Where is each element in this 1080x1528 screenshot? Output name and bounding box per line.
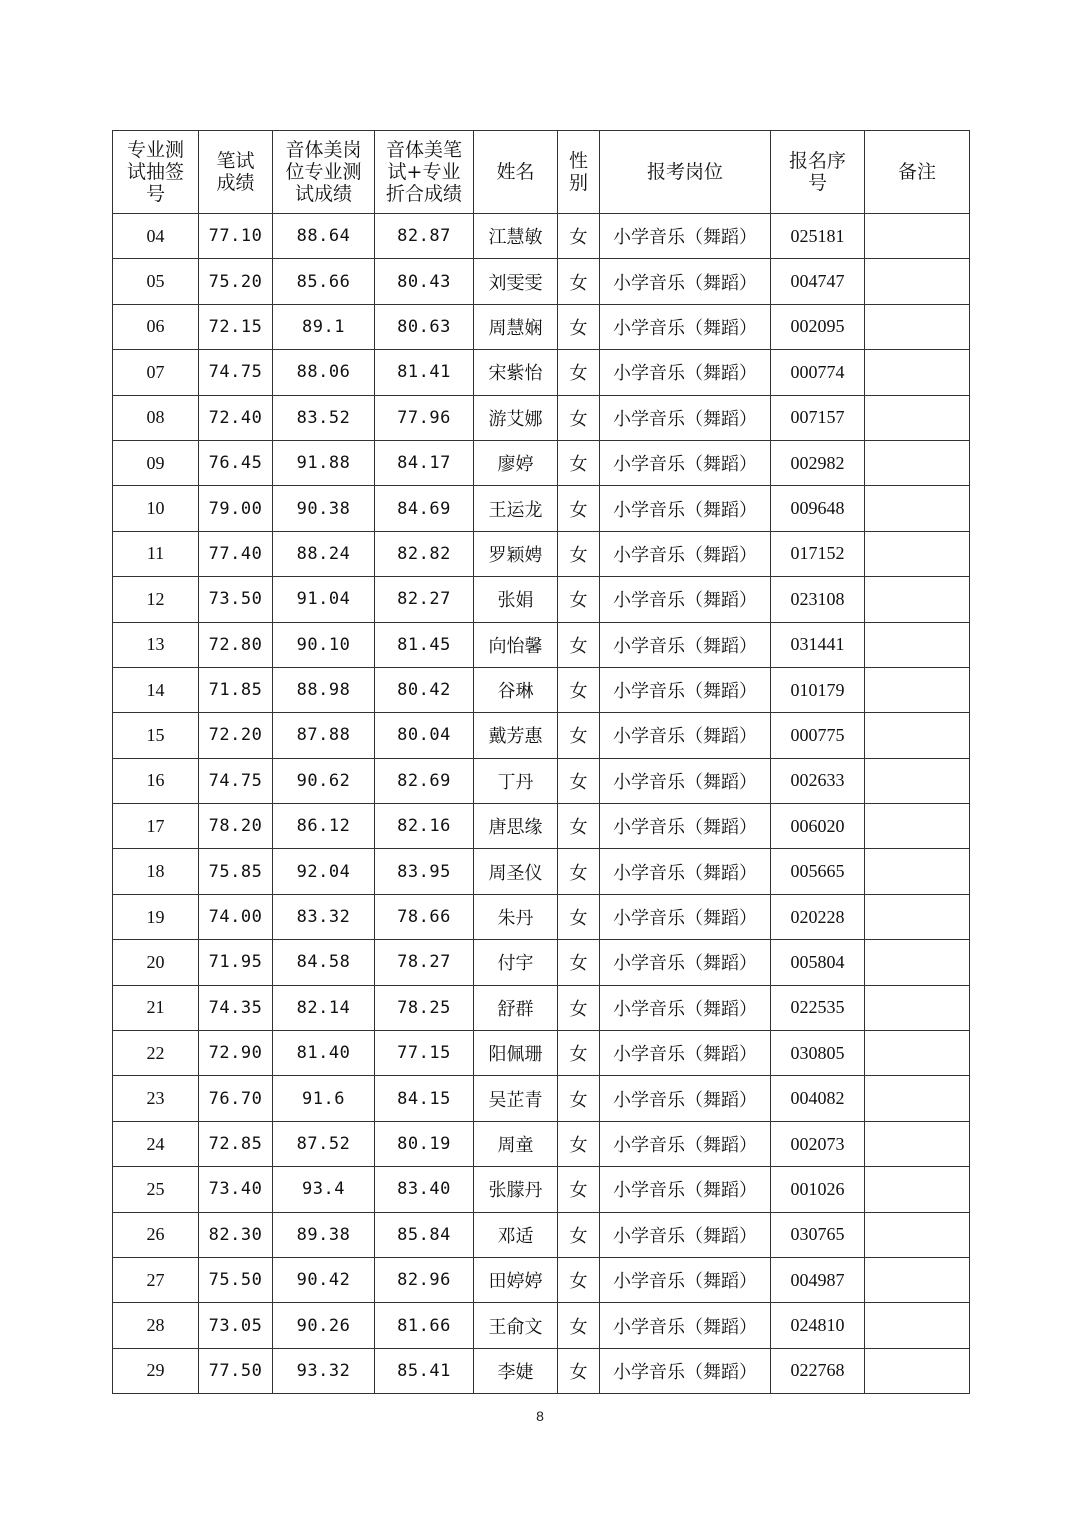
cell-reg-no: 005804 <box>771 940 865 985</box>
cell-combined-score: 81.41 <box>375 350 474 395</box>
cell-name: 张娟 <box>474 577 558 622</box>
cell-pro-test-score: 93.4 <box>273 1167 375 1212</box>
table-header-row <box>113 131 970 214</box>
cell-pro-test-score: 86.12 <box>273 804 375 849</box>
cell-remark <box>865 577 970 622</box>
cell-draw-no: 29 <box>113 1348 199 1393</box>
cell-draw-no: 10 <box>113 486 199 531</box>
table-row <box>113 849 970 894</box>
cell-remark <box>865 804 970 849</box>
score-table <box>112 130 970 1394</box>
cell-combined-score: 85.41 <box>375 1348 474 1393</box>
cell-remark <box>865 259 970 304</box>
cell-written-score: 76.45 <box>199 440 273 485</box>
cell-combined-score: 81.45 <box>375 622 474 667</box>
cell-pro-test-score: 90.26 <box>273 1303 375 1348</box>
cell-name: 邓适 <box>474 1212 558 1257</box>
table-row <box>113 350 970 395</box>
cell-pro-test-score: 90.10 <box>273 622 375 667</box>
cell-gender: 女 <box>558 804 600 849</box>
cell-written-score: 75.50 <box>199 1257 273 1302</box>
cell-remark <box>865 350 970 395</box>
cell-remark <box>865 531 970 576</box>
cell-remark <box>865 894 970 939</box>
cell-name: 江慧敏 <box>474 214 558 259</box>
header-remark: 备注 <box>865 131 970 214</box>
cell-remark <box>865 1167 970 1212</box>
cell-gender: 女 <box>558 713 600 758</box>
table-row <box>113 1303 970 1348</box>
cell-draw-no: 22 <box>113 1031 199 1076</box>
cell-post: 小学音乐（舞蹈） <box>600 940 771 985</box>
cell-combined-score: 83.40 <box>375 1167 474 1212</box>
cell-pro-test-score: 87.52 <box>273 1121 375 1166</box>
cell-reg-no: 000775 <box>771 713 865 758</box>
cell-combined-score: 82.69 <box>375 758 474 803</box>
table-row <box>113 1212 970 1257</box>
cell-reg-no: 030765 <box>771 1212 865 1257</box>
table-row <box>113 804 970 849</box>
cell-written-score: 73.40 <box>199 1167 273 1212</box>
cell-written-score: 77.50 <box>199 1348 273 1393</box>
cell-post: 小学音乐（舞蹈） <box>600 531 771 576</box>
cell-pro-test-score: 90.38 <box>273 486 375 531</box>
cell-post: 小学音乐（舞蹈） <box>600 1257 771 1302</box>
cell-post: 小学音乐（舞蹈） <box>600 1212 771 1257</box>
cell-remark <box>865 1348 970 1393</box>
cell-reg-no: 025181 <box>771 214 865 259</box>
cell-pro-test-score: 91.6 <box>273 1076 375 1121</box>
cell-pro-test-score: 89.38 <box>273 1212 375 1257</box>
cell-gender: 女 <box>558 667 600 712</box>
cell-draw-no: 19 <box>113 894 199 939</box>
table-row <box>113 304 970 349</box>
cell-draw-no: 12 <box>113 577 199 622</box>
cell-remark <box>865 1031 970 1076</box>
cell-post: 小学音乐（舞蹈） <box>600 440 771 485</box>
cell-reg-no: 023108 <box>771 577 865 622</box>
header-reg-no: 报名序号 <box>771 131 865 214</box>
cell-name: 朱丹 <box>474 894 558 939</box>
cell-name: 张朦丹 <box>474 1167 558 1212</box>
cell-combined-score: 82.16 <box>375 804 474 849</box>
cell-draw-no: 18 <box>113 849 199 894</box>
cell-pro-test-score: 84.58 <box>273 940 375 985</box>
table-row <box>113 894 970 939</box>
cell-name: 刘雯雯 <box>474 259 558 304</box>
cell-combined-score: 80.43 <box>375 259 474 304</box>
cell-reg-no: 031441 <box>771 622 865 667</box>
cell-post: 小学音乐（舞蹈） <box>600 1076 771 1121</box>
cell-gender: 女 <box>558 395 600 440</box>
cell-written-score: 75.85 <box>199 849 273 894</box>
cell-reg-no: 001026 <box>771 1167 865 1212</box>
cell-draw-no: 25 <box>113 1167 199 1212</box>
cell-written-score: 72.85 <box>199 1121 273 1166</box>
cell-remark <box>865 1257 970 1302</box>
cell-gender: 女 <box>558 440 600 485</box>
cell-gender: 女 <box>558 1212 600 1257</box>
cell-draw-no: 21 <box>113 985 199 1030</box>
cell-combined-score: 80.42 <box>375 667 474 712</box>
cell-written-score: 71.85 <box>199 667 273 712</box>
cell-post: 小学音乐（舞蹈） <box>600 486 771 531</box>
cell-name: 唐思缘 <box>474 804 558 849</box>
page-number: 8 <box>536 1408 544 1424</box>
cell-written-score: 71.95 <box>199 940 273 985</box>
table-row <box>113 1348 970 1393</box>
cell-reg-no: 002095 <box>771 304 865 349</box>
cell-remark <box>865 1076 970 1121</box>
cell-name: 廖婷 <box>474 440 558 485</box>
cell-post: 小学音乐（舞蹈） <box>600 214 771 259</box>
header-post: 报考岗位 <box>600 131 771 214</box>
cell-remark <box>865 1121 970 1166</box>
cell-reg-no: 004082 <box>771 1076 865 1121</box>
cell-name: 谷琳 <box>474 667 558 712</box>
cell-combined-score: 84.69 <box>375 486 474 531</box>
cell-post: 小学音乐（舞蹈） <box>600 804 771 849</box>
cell-gender: 女 <box>558 304 600 349</box>
cell-gender: 女 <box>558 758 600 803</box>
header-combined-score: 音体美笔试+专业折合成绩 <box>375 131 474 214</box>
cell-reg-no: 004747 <box>771 259 865 304</box>
cell-name: 田婷婷 <box>474 1257 558 1302</box>
cell-pro-test-score: 81.40 <box>273 1031 375 1076</box>
cell-pro-test-score: 88.64 <box>273 214 375 259</box>
cell-remark <box>865 486 970 531</box>
cell-gender: 女 <box>558 259 600 304</box>
cell-combined-score: 77.15 <box>375 1031 474 1076</box>
cell-combined-score: 82.82 <box>375 531 474 576</box>
cell-name: 周童 <box>474 1121 558 1166</box>
cell-reg-no: 004987 <box>771 1257 865 1302</box>
cell-reg-no: 002633 <box>771 758 865 803</box>
cell-draw-no: 14 <box>113 667 199 712</box>
table-row <box>113 1076 970 1121</box>
cell-written-score: 77.40 <box>199 531 273 576</box>
cell-pro-test-score: 82.14 <box>273 985 375 1030</box>
cell-post: 小学音乐（舞蹈） <box>600 1303 771 1348</box>
cell-combined-score: 82.87 <box>375 214 474 259</box>
cell-name: 王运龙 <box>474 486 558 531</box>
cell-written-score: 74.00 <box>199 894 273 939</box>
cell-gender: 女 <box>558 849 600 894</box>
cell-gender: 女 <box>558 531 600 576</box>
table-row <box>113 486 970 531</box>
cell-name: 丁丹 <box>474 758 558 803</box>
cell-combined-score: 80.19 <box>375 1121 474 1166</box>
cell-post: 小学音乐（舞蹈） <box>600 667 771 712</box>
cell-draw-no: 15 <box>113 713 199 758</box>
cell-name: 付宇 <box>474 940 558 985</box>
cell-pro-test-score: 89.1 <box>273 304 375 349</box>
header-draw-no: 专业测试抽签号 <box>113 131 199 214</box>
cell-reg-no: 017152 <box>771 531 865 576</box>
table-row <box>113 259 970 304</box>
cell-remark <box>865 849 970 894</box>
cell-gender: 女 <box>558 1303 600 1348</box>
cell-gender: 女 <box>558 1076 600 1121</box>
cell-pro-test-score: 90.62 <box>273 758 375 803</box>
table-row <box>113 1167 970 1212</box>
cell-draw-no: 04 <box>113 214 199 259</box>
cell-written-score: 79.00 <box>199 486 273 531</box>
cell-reg-no: 002073 <box>771 1121 865 1166</box>
cell-written-score: 73.50 <box>199 577 273 622</box>
cell-gender: 女 <box>558 1257 600 1302</box>
cell-remark <box>865 713 970 758</box>
cell-draw-no: 08 <box>113 395 199 440</box>
table-row <box>113 622 970 667</box>
cell-combined-score: 82.27 <box>375 577 474 622</box>
cell-reg-no: 022768 <box>771 1348 865 1393</box>
cell-pro-test-score: 83.52 <box>273 395 375 440</box>
table-row <box>113 214 970 259</box>
table-row <box>113 395 970 440</box>
cell-pro-test-score: 88.06 <box>273 350 375 395</box>
cell-name: 阳佩珊 <box>474 1031 558 1076</box>
cell-pro-test-score: 91.88 <box>273 440 375 485</box>
cell-pro-test-score: 90.42 <box>273 1257 375 1302</box>
cell-combined-score: 78.66 <box>375 894 474 939</box>
cell-name: 罗颖娉 <box>474 531 558 576</box>
cell-reg-no: 005665 <box>771 849 865 894</box>
cell-remark <box>865 667 970 712</box>
cell-draw-no: 05 <box>113 259 199 304</box>
header-name: 姓名 <box>474 131 558 214</box>
cell-remark <box>865 758 970 803</box>
cell-draw-no: 17 <box>113 804 199 849</box>
cell-gender: 女 <box>558 577 600 622</box>
cell-written-score: 72.15 <box>199 304 273 349</box>
cell-draw-no: 16 <box>113 758 199 803</box>
cell-remark <box>865 214 970 259</box>
cell-written-score: 74.75 <box>199 758 273 803</box>
cell-reg-no: 000774 <box>771 350 865 395</box>
cell-post: 小学音乐（舞蹈） <box>600 350 771 395</box>
cell-post: 小学音乐（舞蹈） <box>600 849 771 894</box>
header-pro-test-score: 音体美岗位专业测试成绩 <box>273 131 375 214</box>
cell-reg-no: 009648 <box>771 486 865 531</box>
cell-post: 小学音乐（舞蹈） <box>600 894 771 939</box>
table-row <box>113 1257 970 1302</box>
table-row <box>113 577 970 622</box>
cell-draw-no: 13 <box>113 622 199 667</box>
cell-reg-no: 030805 <box>771 1031 865 1076</box>
table-body <box>113 214 970 1394</box>
cell-gender: 女 <box>558 486 600 531</box>
cell-reg-no: 007157 <box>771 395 865 440</box>
cell-draw-no: 24 <box>113 1121 199 1166</box>
cell-gender: 女 <box>558 894 600 939</box>
cell-written-score: 73.05 <box>199 1303 273 1348</box>
cell-post: 小学音乐（舞蹈） <box>600 1031 771 1076</box>
cell-combined-score: 84.17 <box>375 440 474 485</box>
header-written-score: 笔试成绩 <box>199 131 273 214</box>
cell-gender: 女 <box>558 214 600 259</box>
cell-post: 小学音乐（舞蹈） <box>600 577 771 622</box>
cell-draw-no: 11 <box>113 531 199 576</box>
cell-post: 小学音乐（舞蹈） <box>600 985 771 1030</box>
cell-combined-score: 78.27 <box>375 940 474 985</box>
cell-reg-no: 022535 <box>771 985 865 1030</box>
cell-name: 李婕 <box>474 1348 558 1393</box>
cell-name: 周慧娴 <box>474 304 558 349</box>
cell-name: 周圣仪 <box>474 849 558 894</box>
table-row <box>113 940 970 985</box>
cell-pro-test-score: 83.32 <box>273 894 375 939</box>
cell-post: 小学音乐（舞蹈） <box>600 304 771 349</box>
cell-pro-test-score: 88.98 <box>273 667 375 712</box>
cell-combined-score: 85.84 <box>375 1212 474 1257</box>
table-row <box>113 667 970 712</box>
cell-remark <box>865 940 970 985</box>
cell-post: 小学音乐（舞蹈） <box>600 713 771 758</box>
cell-pro-test-score: 85.66 <box>273 259 375 304</box>
cell-name: 宋紫怡 <box>474 350 558 395</box>
cell-post: 小学音乐（舞蹈） <box>600 1121 771 1166</box>
cell-post: 小学音乐（舞蹈） <box>600 395 771 440</box>
header-gender: 性别 <box>558 131 600 214</box>
cell-gender: 女 <box>558 1031 600 1076</box>
cell-draw-no: 28 <box>113 1303 199 1348</box>
cell-combined-score: 78.25 <box>375 985 474 1030</box>
cell-pro-test-score: 87.88 <box>273 713 375 758</box>
cell-name: 戴芳惠 <box>474 713 558 758</box>
cell-draw-no: 26 <box>113 1212 199 1257</box>
cell-name: 游艾娜 <box>474 395 558 440</box>
cell-post: 小学音乐（舞蹈） <box>600 259 771 304</box>
table-row <box>113 1121 970 1166</box>
cell-draw-no: 20 <box>113 940 199 985</box>
cell-draw-no: 07 <box>113 350 199 395</box>
cell-draw-no: 27 <box>113 1257 199 1302</box>
cell-reg-no: 006020 <box>771 804 865 849</box>
cell-draw-no: 23 <box>113 1076 199 1121</box>
cell-reg-no: 024810 <box>771 1303 865 1348</box>
cell-gender: 女 <box>558 1167 600 1212</box>
cell-remark <box>865 985 970 1030</box>
table-row <box>113 985 970 1030</box>
cell-combined-score: 84.15 <box>375 1076 474 1121</box>
cell-name: 吴芷青 <box>474 1076 558 1121</box>
cell-draw-no: 09 <box>113 440 199 485</box>
cell-pro-test-score: 88.24 <box>273 531 375 576</box>
cell-written-score: 77.10 <box>199 214 273 259</box>
cell-combined-score: 80.63 <box>375 304 474 349</box>
cell-combined-score: 77.96 <box>375 395 474 440</box>
cell-written-score: 72.80 <box>199 622 273 667</box>
cell-post: 小学音乐（舞蹈） <box>600 622 771 667</box>
cell-gender: 女 <box>558 985 600 1030</box>
cell-gender: 女 <box>558 622 600 667</box>
cell-draw-no: 06 <box>113 304 199 349</box>
cell-written-score: 76.70 <box>199 1076 273 1121</box>
table-row <box>113 758 970 803</box>
cell-reg-no: 010179 <box>771 667 865 712</box>
cell-post: 小学音乐（舞蹈） <box>600 1167 771 1212</box>
cell-written-score: 78.20 <box>199 804 273 849</box>
cell-gender: 女 <box>558 940 600 985</box>
cell-name: 向怡馨 <box>474 622 558 667</box>
cell-reg-no: 002982 <box>771 440 865 485</box>
table-row <box>113 713 970 758</box>
cell-written-score: 72.20 <box>199 713 273 758</box>
table-row <box>113 531 970 576</box>
cell-gender: 女 <box>558 1348 600 1393</box>
cell-remark <box>865 304 970 349</box>
cell-pro-test-score: 91.04 <box>273 577 375 622</box>
cell-name: 舒群 <box>474 985 558 1030</box>
cell-name: 王俞文 <box>474 1303 558 1348</box>
cell-written-score: 72.40 <box>199 395 273 440</box>
cell-written-score: 72.90 <box>199 1031 273 1076</box>
cell-gender: 女 <box>558 1121 600 1166</box>
cell-remark <box>865 1303 970 1348</box>
cell-post: 小学音乐（舞蹈） <box>600 758 771 803</box>
cell-pro-test-score: 92.04 <box>273 849 375 894</box>
cell-written-score: 82.30 <box>199 1212 273 1257</box>
cell-remark <box>865 622 970 667</box>
cell-combined-score: 82.96 <box>375 1257 474 1302</box>
cell-pro-test-score: 93.32 <box>273 1348 375 1393</box>
cell-combined-score: 81.66 <box>375 1303 474 1348</box>
cell-written-score: 74.35 <box>199 985 273 1030</box>
cell-remark <box>865 440 970 485</box>
table-row <box>113 1031 970 1076</box>
cell-written-score: 75.20 <box>199 259 273 304</box>
cell-combined-score: 80.04 <box>375 713 474 758</box>
table-row <box>113 440 970 485</box>
cell-remark <box>865 1212 970 1257</box>
cell-post: 小学音乐（舞蹈） <box>600 1348 771 1393</box>
cell-gender: 女 <box>558 350 600 395</box>
cell-reg-no: 020228 <box>771 894 865 939</box>
cell-written-score: 74.75 <box>199 350 273 395</box>
cell-combined-score: 83.95 <box>375 849 474 894</box>
cell-remark <box>865 395 970 440</box>
